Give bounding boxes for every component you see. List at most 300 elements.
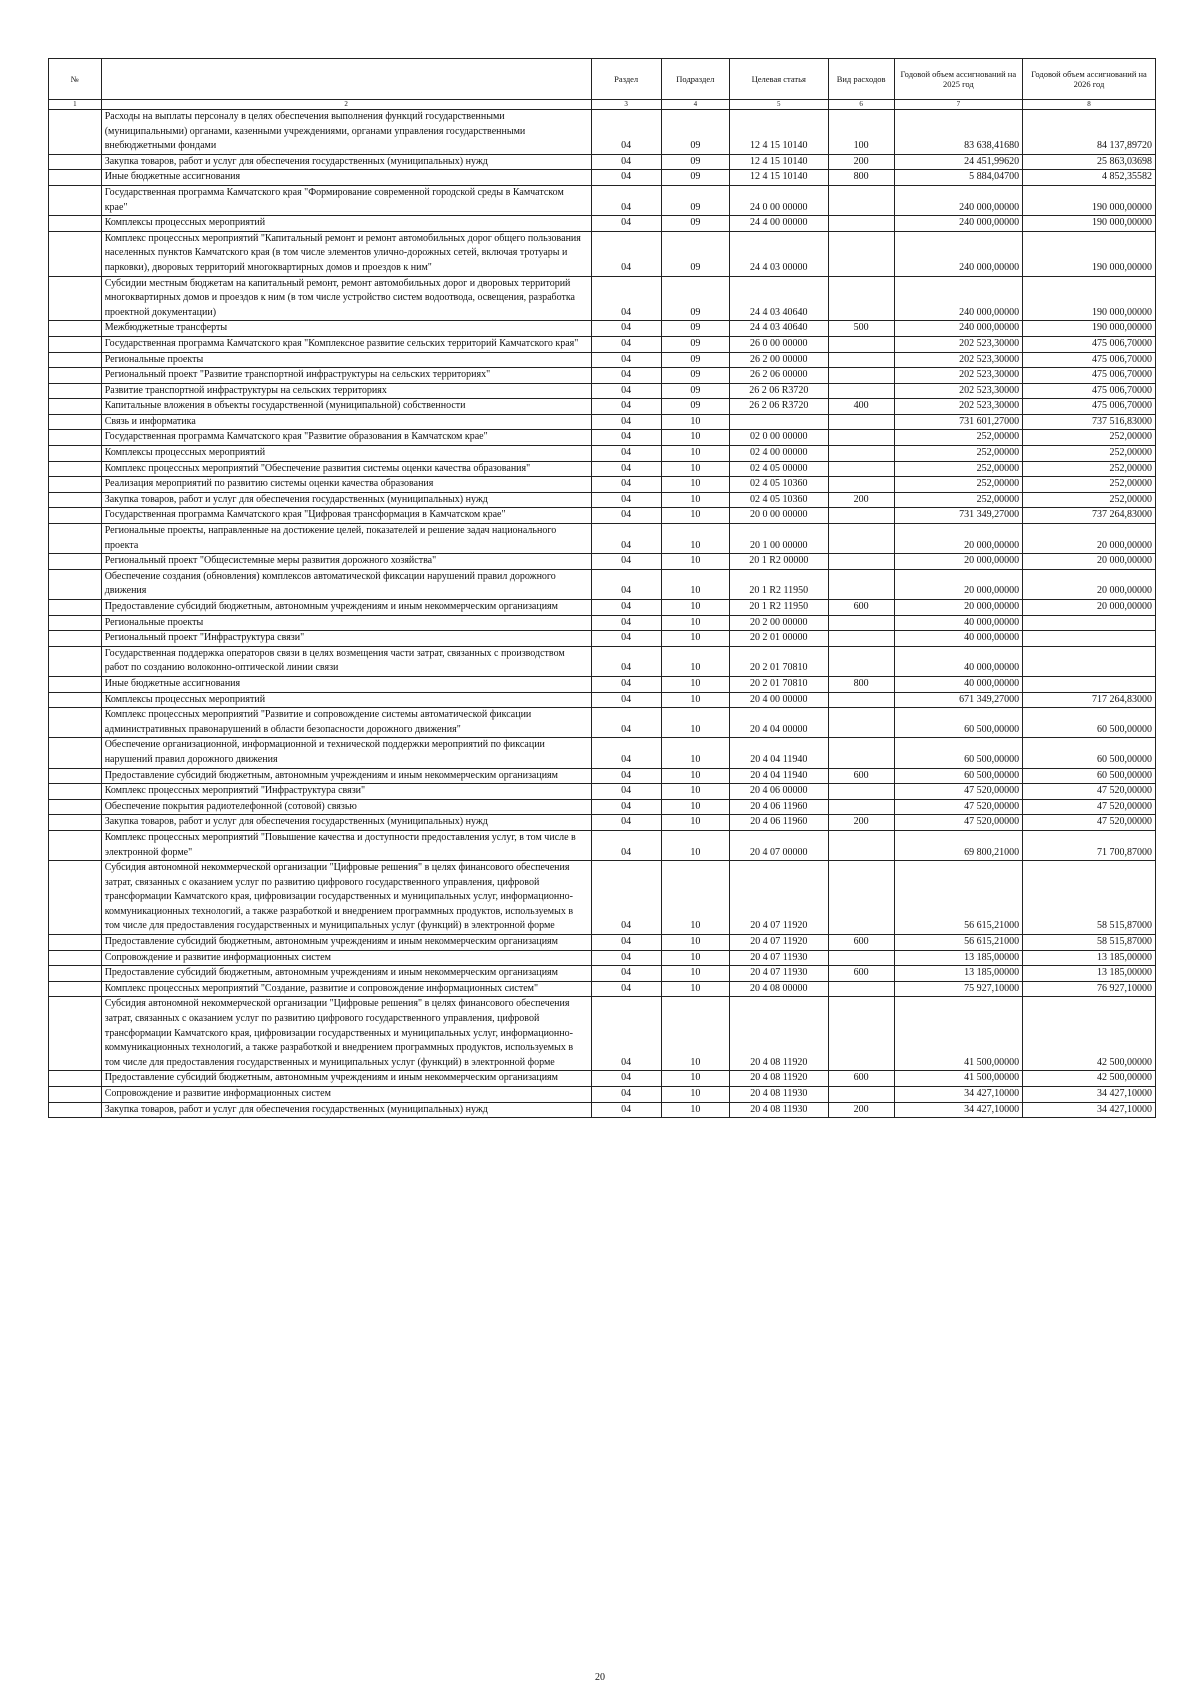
subsection-cell: 10 [661,981,729,997]
table-row [49,569,1156,599]
section-cell: 04 [591,799,661,815]
table-row [49,615,1156,631]
volume-2026-cell: 475 006,70000 [1023,336,1156,352]
target-item-cell: 20 4 08 00000 [729,981,828,997]
volume-2026-cell [1023,646,1156,676]
subsection-cell: 10 [661,1102,729,1118]
expense-type-cell: 800 [828,676,894,692]
expense-type-cell [828,981,894,997]
volume-2025-cell: 240 000,00000 [894,276,1022,321]
volume-2025-cell: 60 500,00000 [894,708,1022,738]
subsection-cell: 10 [661,784,729,800]
table-row [49,446,1156,462]
section-cell: 04 [591,336,661,352]
subsection-cell: 09 [661,216,729,232]
item-name-cell: Предоставление субсидий бюджетным, автономным учреждениям и иным некоммерческим организациям [101,600,591,616]
item-name-cell: Региональные проекты [101,352,591,368]
table-row [49,950,1156,966]
item-name-cell: Предоставление субсидий бюджетным, автономным учреждениям и иным некоммерческим организациям [101,966,591,982]
expense-type-cell: 600 [828,1071,894,1087]
target-item-cell: 20 2 00 00000 [729,615,828,631]
volume-2026-cell: 71 700,87000 [1023,830,1156,860]
volume-2025-cell: 252,00000 [894,477,1022,493]
table-row [49,276,1156,321]
item-name-cell: Региональные проекты [101,615,591,631]
target-item-cell: 20 4 07 11930 [729,950,828,966]
volume-2025-cell: 252,00000 [894,492,1022,508]
item-name-cell: Иные бюджетные ассигнования [101,676,591,692]
expense-type-cell: 100 [828,110,894,155]
row-number-cell [49,950,102,966]
volume-2025-cell: 34 427,10000 [894,1087,1022,1103]
column-number: 1 [49,100,102,110]
section-cell: 04 [591,185,661,215]
section-cell: 04 [591,216,661,232]
volume-2026-cell: 20 000,00000 [1023,600,1156,616]
table-row [49,231,1156,276]
target-item-cell: 20 1 R2 11950 [729,569,828,599]
volume-2025-cell: 13 185,00000 [894,950,1022,966]
expense-type-cell [828,508,894,524]
header-volume-2025: Годовой объем ассигнований на 2025 год [894,59,1022,100]
target-item-cell [729,414,828,430]
row-number-cell [49,430,102,446]
row-number-cell [49,276,102,321]
volume-2026-cell: 60 500,00000 [1023,738,1156,768]
target-item-cell: 20 4 07 11930 [729,966,828,982]
row-number-cell [49,569,102,599]
item-name-cell: Расходы на выплаты персоналу в целях обеспечения выполнения функций государственными (муниципальными) органами, казенными учреждениями, органами управления государственными внебюджетными фондами [101,110,591,155]
subsection-cell: 10 [661,631,729,647]
expense-type-cell [828,461,894,477]
target-item-cell: 26 2 06 00000 [729,368,828,384]
expense-type-cell: 600 [828,966,894,982]
section-cell: 04 [591,492,661,508]
row-number-cell [49,631,102,647]
target-item-cell: 26 2 06 R3720 [729,383,828,399]
subsection-cell: 10 [661,646,729,676]
table-row [49,768,1156,784]
volume-2026-cell: 60 500,00000 [1023,768,1156,784]
page-number: 20 [595,1672,605,1683]
expense-type-cell [828,799,894,815]
volume-2026-cell: 737 264,83000 [1023,508,1156,524]
volume-2026-cell: 42 500,00000 [1023,1071,1156,1087]
item-name-cell: Комплекс процессных мероприятий "Обеспечение развития системы оценки качества образования" [101,461,591,477]
target-item-cell: 12 4 15 10140 [729,110,828,155]
volume-2026-cell: 737 516,83000 [1023,414,1156,430]
subsection-cell: 10 [661,508,729,524]
row-number-cell [49,676,102,692]
item-name-cell: Государственная поддержка операторов связи в целях возмещения части затрат, связанных с производством работ по созданию волоконно-оптической линии связи [101,646,591,676]
target-item-cell: 24 4 00 00000 [729,216,828,232]
volume-2026-cell: 252,00000 [1023,477,1156,493]
table-row [49,935,1156,951]
row-number-cell [49,981,102,997]
table-row [49,861,1156,935]
row-number-cell [49,708,102,738]
item-name-cell: Комплексы процессных мероприятий [101,216,591,232]
expense-type-cell [828,368,894,384]
volume-2026-cell: 20 000,00000 [1023,569,1156,599]
header-volume-2026: Годовой объем ассигнований на 2026 год [1023,59,1156,100]
section-cell: 04 [591,646,661,676]
column-number: 4 [661,100,729,110]
target-item-cell: 12 4 15 10140 [729,154,828,170]
volume-2026-cell: 84 137,89720 [1023,110,1156,155]
item-name-cell: Обеспечение создания (обновления) комплексов автоматической фиксации нарушений правил дорожного движения [101,569,591,599]
subsection-cell: 09 [661,231,729,276]
item-name-cell: Связь и информатика [101,414,591,430]
item-name-cell: Субсидия автономной некоммерческой организации "Цифровые решения" в целях финансового обеспечения затрат, связанных с оказанием услуг по развитию цифрового государственного управления, цифровой трансформации Камчатского края, цифровизации государственных и муниципальных услуг, информационно-коммуникационных технологий, а также разработкой и внедрением программных продуктов, используемых в том числе для предоставления государственных и муниципальных услуг (функций) в электронной форме [101,861,591,935]
target-item-cell: 20 4 06 00000 [729,784,828,800]
table-row [49,631,1156,647]
item-name-cell: Обеспечение покрытия радиотелефонной (сотовой) связью [101,799,591,815]
target-item-cell: 20 4 07 11920 [729,935,828,951]
row-number-cell [49,554,102,570]
column-number: 6 [828,100,894,110]
table-row [49,383,1156,399]
volume-2026-cell: 20 000,00000 [1023,554,1156,570]
row-number-cell [49,446,102,462]
table-row [49,321,1156,337]
target-item-cell: 20 2 01 70810 [729,646,828,676]
target-item-cell: 20 4 06 11960 [729,815,828,831]
row-number-cell [49,997,102,1071]
expense-type-cell [828,477,894,493]
subsection-cell: 09 [661,383,729,399]
item-name-cell: Государственная программа Камчатского края "Развитие образования в Камчатском крае" [101,430,591,446]
section-cell: 04 [591,170,661,186]
row-number-cell [49,321,102,337]
volume-2025-cell: 240 000,00000 [894,185,1022,215]
section-cell: 04 [591,950,661,966]
volume-2025-cell: 252,00000 [894,430,1022,446]
item-name-cell: Закупка товаров, работ и услуг для обеспечения государственных (муниципальных) нужд [101,1102,591,1118]
row-number-cell [49,352,102,368]
subsection-cell: 10 [661,768,729,784]
subsection-cell: 10 [661,615,729,631]
section-cell: 04 [591,276,661,321]
item-name-cell: Субсидии местным бюджетам на капитальный ремонт, ремонт автомобильных дорог и дворовых территорий многоквартирных домов и проездов к ним (в том числе устройство систем водоотвода, освещения, разработка проектной документации) [101,276,591,321]
row-number-cell [49,185,102,215]
row-number-cell [49,414,102,430]
subsection-cell: 10 [661,477,729,493]
table-row [49,966,1156,982]
item-name-cell: Комплексы процессных мероприятий [101,692,591,708]
section-cell: 04 [591,708,661,738]
volume-2025-cell: 56 615,21000 [894,861,1022,935]
expense-type-cell [828,950,894,966]
section-cell: 04 [591,430,661,446]
volume-2025-cell: 47 520,00000 [894,799,1022,815]
table-row [49,799,1156,815]
section-cell: 04 [591,524,661,554]
expense-type-cell [828,997,894,1071]
target-item-cell: 26 2 06 R3720 [729,399,828,415]
subsection-cell: 09 [661,399,729,415]
table-row [49,554,1156,570]
header-subsection: Подраздел [661,59,729,100]
volume-2025-cell: 60 500,00000 [894,738,1022,768]
expense-type-cell [828,830,894,860]
expense-type-cell [828,430,894,446]
table-row [49,154,1156,170]
row-number-cell [49,615,102,631]
expense-type-cell [828,569,894,599]
row-number-cell [49,231,102,276]
subsection-cell: 10 [661,554,729,570]
item-name-cell: Комплекс процессных мероприятий "Повышение качества и доступности предоставления услуг, в том числе в электронной форме" [101,830,591,860]
volume-2025-cell: 731 601,27000 [894,414,1022,430]
volume-2025-cell: 202 523,30000 [894,352,1022,368]
target-item-cell: 26 0 00 00000 [729,336,828,352]
target-item-cell: 20 4 04 11940 [729,768,828,784]
row-number-cell [49,692,102,708]
item-name-cell: Обеспечение организационной, информационной и технической поддержки мероприятий по фиксации нарушений правил дорожного движения [101,738,591,768]
section-cell: 04 [591,631,661,647]
item-name-cell: Государственная программа Камчатского края "Цифровая трансформация в Камчатском крае" [101,508,591,524]
section-cell: 04 [591,1071,661,1087]
volume-2026-cell: 475 006,70000 [1023,399,1156,415]
item-name-cell: Комплекс процессных мероприятий "Инфраструктура связи" [101,784,591,800]
item-name-cell: Предоставление субсидий бюджетным, автономным учреждениям и иным некоммерческим организациям [101,768,591,784]
volume-2026-cell: 190 000,00000 [1023,231,1156,276]
section-cell: 04 [591,830,661,860]
subsection-cell: 10 [661,1071,729,1087]
volume-2026-cell: 60 500,00000 [1023,708,1156,738]
section-cell: 04 [591,676,661,692]
volume-2025-cell: 56 615,21000 [894,935,1022,951]
table-row [49,997,1156,1071]
expense-type-cell: 600 [828,600,894,616]
subsection-cell: 10 [661,600,729,616]
volume-2025-cell: 40 000,00000 [894,631,1022,647]
expense-type-cell [828,414,894,430]
volume-2026-cell: 717 264,83000 [1023,692,1156,708]
expense-type-cell [828,231,894,276]
target-item-cell: 20 1 R2 11950 [729,600,828,616]
row-number-cell [49,646,102,676]
expense-type-cell: 200 [828,154,894,170]
section-cell: 04 [591,966,661,982]
row-number-cell [49,784,102,800]
volume-2025-cell: 20 000,00000 [894,600,1022,616]
subsection-cell: 10 [661,997,729,1071]
volume-2025-cell: 47 520,00000 [894,784,1022,800]
volume-2025-cell: 24 451,99620 [894,154,1022,170]
volume-2025-cell: 5 884,04700 [894,170,1022,186]
target-item-cell: 24 0 00 00000 [729,185,828,215]
subsection-cell: 10 [661,446,729,462]
volume-2026-cell: 47 520,00000 [1023,799,1156,815]
volume-2026-cell: 58 515,87000 [1023,861,1156,935]
target-item-cell: 12 4 15 10140 [729,170,828,186]
item-name-cell: Закупка товаров, работ и услуг для обеспечения государственных (муниципальных) нужд [101,815,591,831]
subsection-cell: 09 [661,352,729,368]
row-number-cell [49,154,102,170]
volume-2025-cell: 731 349,27000 [894,508,1022,524]
expense-type-cell: 500 [828,321,894,337]
section-cell: 04 [591,461,661,477]
row-number-cell [49,815,102,831]
table-row [49,352,1156,368]
item-name-cell: Комплекс процессных мероприятий "Создание, развитие и сопровождение информационных систем" [101,981,591,997]
volume-2025-cell: 40 000,00000 [894,676,1022,692]
expense-type-cell [828,692,894,708]
item-name-cell: Комплекс процессных мероприятий "Развитие и сопровождение системы автоматической фиксации административных правонарушений в области безопасности дорожного движения" [101,708,591,738]
table-row [49,1102,1156,1118]
volume-2026-cell [1023,615,1156,631]
volume-2026-cell: 475 006,70000 [1023,368,1156,384]
section-cell: 04 [591,399,661,415]
volume-2025-cell: 20 000,00000 [894,554,1022,570]
table-row [49,1071,1156,1087]
item-name-cell: Сопровождение и развитие информационных систем [101,1087,591,1103]
table-row [49,368,1156,384]
header-target: Целевая статья [729,59,828,100]
table-row [49,216,1156,232]
table-row [49,185,1156,215]
subsection-cell: 10 [661,799,729,815]
section-cell: 04 [591,383,661,399]
volume-2026-cell: 190 000,00000 [1023,276,1156,321]
subsection-cell: 10 [661,569,729,599]
row-number-cell [49,399,102,415]
volume-2025-cell: 240 000,00000 [894,216,1022,232]
subsection-cell: 09 [661,185,729,215]
column-number: 8 [1023,100,1156,110]
volume-2026-cell: 47 520,00000 [1023,815,1156,831]
volume-2026-cell: 252,00000 [1023,446,1156,462]
section-cell: 04 [591,368,661,384]
volume-2025-cell: 202 523,30000 [894,368,1022,384]
item-name-cell: Предоставление субсидий бюджетным, автономным учреждениям и иным некоммерческим организациям [101,935,591,951]
volume-2025-cell: 240 000,00000 [894,231,1022,276]
item-name-cell: Капитальные вложения в объекты государственной (муниципальной) собственности [101,399,591,415]
row-number-cell [49,216,102,232]
subsection-cell: 10 [661,815,729,831]
volume-2025-cell: 240 000,00000 [894,321,1022,337]
table-row [49,830,1156,860]
expense-type-cell [828,738,894,768]
volume-2025-cell: 13 185,00000 [894,966,1022,982]
row-number-cell [49,1102,102,1118]
volume-2025-cell: 41 500,00000 [894,1071,1022,1087]
table-row [49,477,1156,493]
section-cell: 04 [591,508,661,524]
section-cell: 04 [591,110,661,155]
table-row [49,461,1156,477]
expense-type-cell [828,216,894,232]
table-row [49,646,1156,676]
volume-2026-cell [1023,631,1156,647]
item-name-cell: Развитие транспортной инфраструктуры на сельских территориях [101,383,591,399]
volume-2026-cell: 190 000,00000 [1023,321,1156,337]
target-item-cell: 20 4 07 11920 [729,861,828,935]
section-cell: 04 [591,477,661,493]
expense-type-cell: 600 [828,935,894,951]
section-cell: 04 [591,569,661,599]
volume-2025-cell: 75 927,10000 [894,981,1022,997]
row-number-cell [49,492,102,508]
volume-2026-cell: 190 000,00000 [1023,216,1156,232]
expense-type-cell [828,861,894,935]
volume-2025-cell: 252,00000 [894,461,1022,477]
expense-type-cell [828,383,894,399]
volume-2025-cell: 202 523,30000 [894,399,1022,415]
table-row [49,430,1156,446]
expense-type-cell [828,615,894,631]
section-cell: 04 [591,231,661,276]
target-item-cell: 24 4 03 00000 [729,231,828,276]
item-name-cell: Комплекс процессных мероприятий "Капитальный ремонт и ремонт автомобильных дорог общего пользования населенных пунктов Камчатского края (в том числе элементов улично-дорожных сетей, включая тротуары и парковки), дворовых территорий многоквартирных домов и проездов к ним" [101,231,591,276]
table-row [49,981,1156,997]
table-row [49,676,1156,692]
item-name-cell: Межбюджетные трансферты [101,321,591,337]
volume-2025-cell: 40 000,00000 [894,646,1022,676]
row-number-cell [49,110,102,155]
item-name-cell: Субсидия автономной некоммерческой организации "Цифровые решения" в целях финансового обеспечения затрат, связанных с оказанием услуг по развитию цифрового государственного управления, цифровой трансформации Камчатского края, цифровизации государственных и муниципальных услуг, информационно-коммуникационных технологий, а также разработкой и внедрением программных продуктов, используемых в том числе для предоставления государственных и муниципальных услуг (функций) в электронной форме [101,997,591,1071]
target-item-cell: 20 1 R2 00000 [729,554,828,570]
item-name-cell: Иные бюджетные ассигнования [101,170,591,186]
row-number-cell [49,600,102,616]
expense-type-cell: 400 [828,399,894,415]
subsection-cell: 09 [661,336,729,352]
section-cell: 04 [591,446,661,462]
row-number-cell [49,768,102,784]
volume-2025-cell: 40 000,00000 [894,615,1022,631]
table-row [49,399,1156,415]
section-cell: 04 [591,600,661,616]
table-row [49,738,1156,768]
table-row [49,110,1156,155]
target-item-cell: 20 4 08 11930 [729,1102,828,1118]
row-number-cell [49,935,102,951]
expense-type-cell [828,352,894,368]
table-row [49,708,1156,738]
volume-2026-cell: 4 852,35582 [1023,170,1156,186]
volume-2025-cell: 671 349,27000 [894,692,1022,708]
volume-2026-cell: 475 006,70000 [1023,352,1156,368]
volume-2025-cell: 202 523,30000 [894,383,1022,399]
target-item-cell: 20 2 01 00000 [729,631,828,647]
volume-2026-cell: 252,00000 [1023,461,1156,477]
item-name-cell: Реализация мероприятий по развитию системы оценки качества образования [101,477,591,493]
volume-2026-cell: 190 000,00000 [1023,185,1156,215]
subsection-cell: 10 [661,676,729,692]
target-item-cell: 20 4 04 11940 [729,738,828,768]
header-expense-type: Вид расходов [828,59,894,100]
volume-2026-cell: 252,00000 [1023,430,1156,446]
section-cell: 04 [591,1102,661,1118]
target-item-cell: 02 4 00 00000 [729,446,828,462]
volume-2026-cell: 13 185,00000 [1023,950,1156,966]
volume-2025-cell: 41 500,00000 [894,997,1022,1071]
row-number-cell [49,170,102,186]
subsection-cell: 09 [661,154,729,170]
subsection-cell: 10 [661,492,729,508]
subsection-cell: 10 [661,430,729,446]
volume-2025-cell: 69 800,21000 [894,830,1022,860]
subsection-cell: 10 [661,414,729,430]
item-name-cell: Государственная программа Камчатского края "Формирование современной городской среды в Камчатском крае" [101,185,591,215]
target-item-cell: 24 4 03 40640 [729,276,828,321]
volume-2026-cell: 42 500,00000 [1023,997,1156,1071]
row-number-cell [49,966,102,982]
table-row [49,815,1156,831]
volume-2025-cell: 20 000,00000 [894,569,1022,599]
